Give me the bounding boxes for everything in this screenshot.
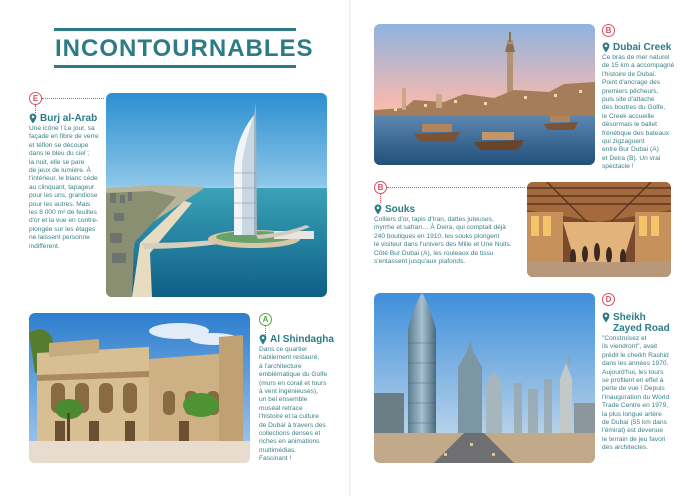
page-title: INCONTOURNABLES — [55, 35, 314, 62]
location-pin-icon — [29, 113, 37, 124]
dubai-creek-photo — [374, 24, 595, 165]
sheikh-zayed-road-photo — [374, 293, 595, 463]
connector-dotted-line — [380, 194, 381, 203]
souks-photo — [527, 182, 671, 277]
connector-dotted-line — [387, 187, 525, 188]
map-letter-e-badge: E — [29, 92, 42, 105]
entry-al-shindagha — [259, 334, 345, 464]
entry-description: Colliers d'or, tapis d'Iran, dattes juteuses, myrrhe et safran… À Deira, qui comptait déjà 240 boutiques en 1910, les souks plongent le visiteur dans l'univers des Mille et Une Nuits. Côté Bur Dubai (A), les rouleaux de tissu s'entassent jusqu'aux plafonds. — [374, 216, 512, 266]
map-letter-d-badge: D — [602, 293, 615, 306]
map-letter-b-badge: B — [602, 24, 615, 37]
connector-dotted-line — [35, 105, 36, 113]
location-pin-icon — [259, 334, 267, 345]
entry-souks — [374, 204, 526, 266]
title-rule-bottom — [54, 65, 296, 68]
entry-title: Burj al-Arab — [40, 113, 98, 124]
entry-description: Ce bras de mer naturel de 15 km a accompagné l'histoire de Dubaï. Point d'ancrage des premiers pêcheurs, puis site d'attache des boutres du Golfe, le Creek accueille désormais le ballet frénétique des bateaux qui zigzaguent entre Bur Dubai (A) et Deira (B). Un vrai spectacle ! — [602, 54, 675, 171]
entry-title: Souks — [385, 204, 416, 215]
entry-dubai-creek — [602, 42, 694, 172]
location-pin-icon — [602, 42, 610, 53]
entry-title: Sheikh Zayed Road — [613, 312, 670, 334]
location-pin-icon — [602, 312, 610, 323]
al-shindagha-photo — [29, 313, 250, 463]
connector-dotted-line — [42, 98, 104, 99]
entry-title: Dubai Creek — [613, 42, 672, 53]
entry-sheikh-zayed-road — [602, 312, 694, 453]
entry-title: Al Shindagha — [270, 334, 334, 345]
entry-description: Dans ce quartier habilement restauré, à l'architecture emblématique du Golfe (murs en corail et tours à vent ingénieuses), un bel ensemble muséal retrace l'histoire et la culture de Dubaï à travers des collections denses et riches en animations multimédias. Fascinant ! — [259, 346, 328, 463]
page-fold — [349, 0, 351, 496]
entry-description: Une icône ! Le jour, sa façade en fibre de verre et téflon se découpe dans le bleu du ciel ; la nuit, elle se pare de jeux de lumière. À l'intérieur, le blanc cède au clinquant, tapageur pour les uns, grandiose pour les autres. Mais les 8 000 m² de feuilles d'or et la vue en contre- plongée sur les étages ne laissent personne indifférent. — [29, 125, 99, 250]
page-title-block — [54, 28, 314, 68]
burj-al-arab-photo — [106, 93, 327, 297]
location-pin-icon — [374, 204, 382, 215]
entry-description: "Construisez et ils viendront", avait prédit le cheikh Rashid dans les années 1970. Aujourd'hui, les tours se profilent en effet à perte de vue ! Depuis l'inauguration du World Trade Centre en 1979, la plus longue artère de Dubaï (55 km dans l'émirat) est devenue le terrain de jeu favori des architectes. — [602, 335, 670, 452]
map-letter-b-badge: B — [374, 181, 387, 194]
entry-burj-al-arab — [29, 113, 105, 251]
map-letter-a-badge: A — [259, 313, 272, 326]
